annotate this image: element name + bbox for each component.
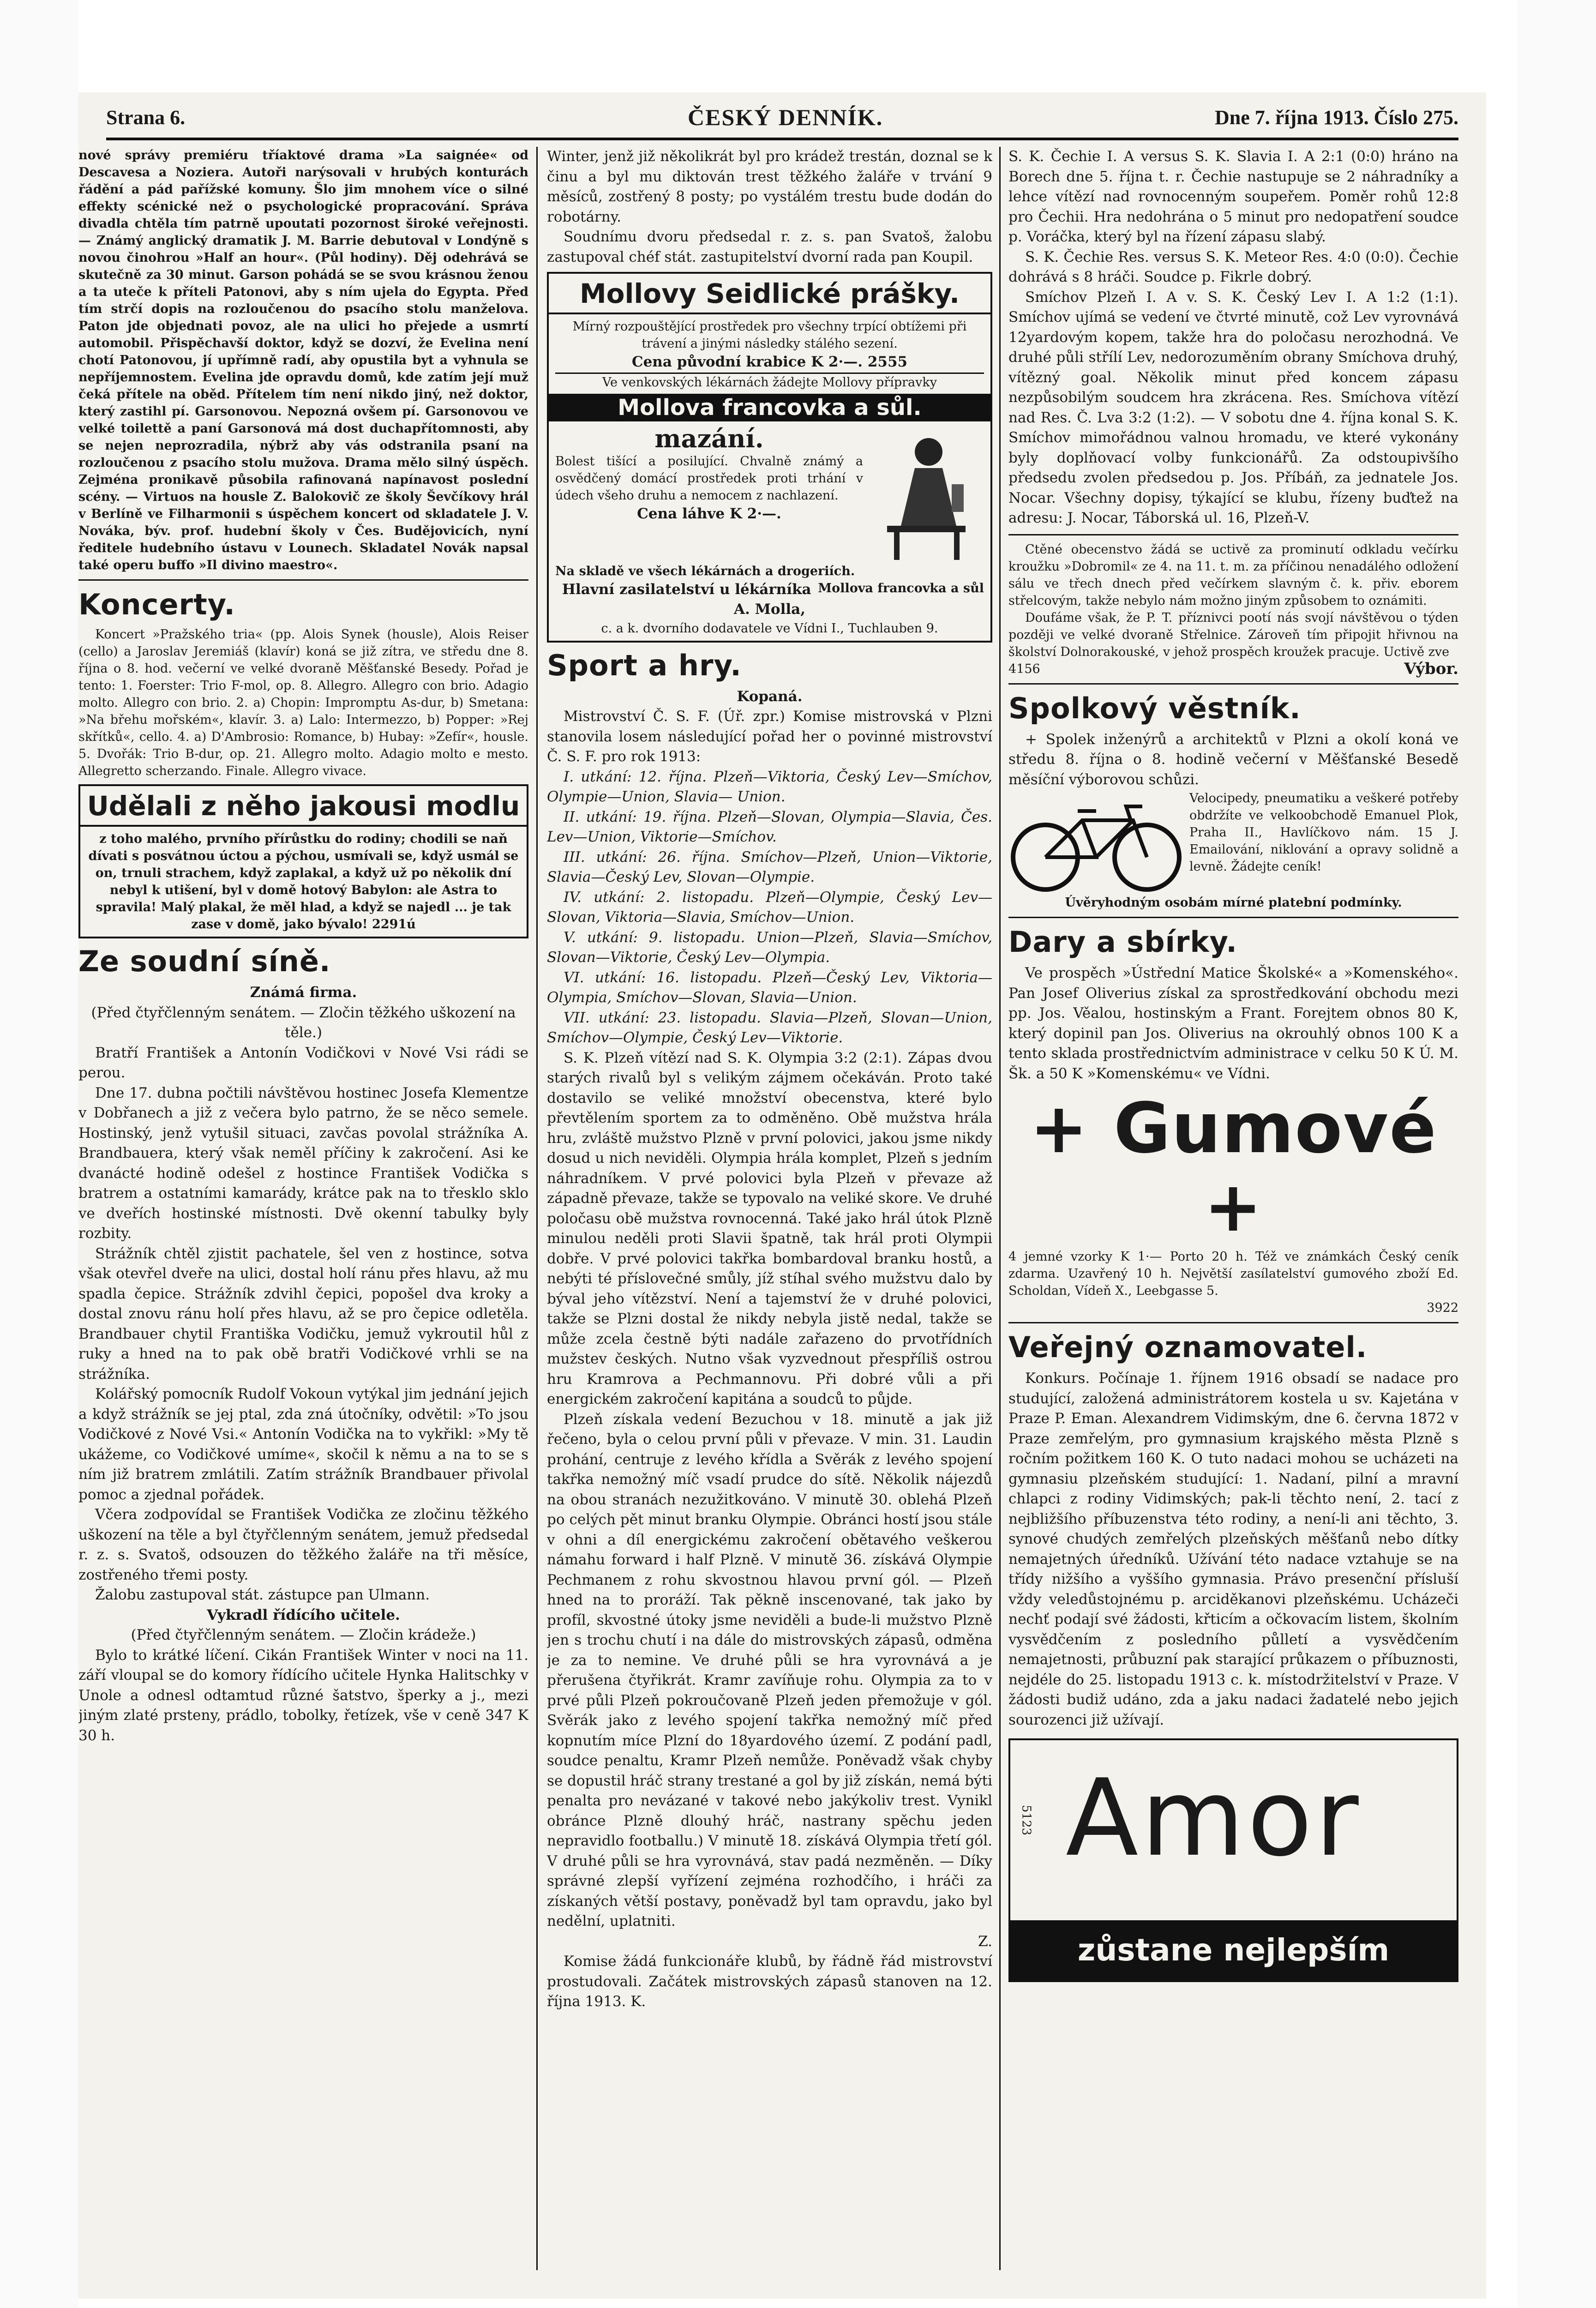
notice: Doufáme však, že P. T. příznivci pootí nás svojí návštěvou o týden později ve velké dvoraně Střelnice. Zároveň tím připojit hřivnou na školství Dolnorakouské, v jehož prospěch kroužek pracuje. Uctivě zve [1008,610,1458,659]
ad-amor-slogan: zůstane nejlepším leštidlem kovů. [1010,1920,1457,1980]
ad-francovka-ship: Hlavní zasilatelství u lékárníka A. Molla, [562,581,811,618]
paragraph: Soudnímu dvoru předsedal r. z. s. pan Svatoš, žalobu zastupoval chéf stát. zastupitelství dvorní rada pan Koupil. [547,228,992,265]
paragraph: Mistrovství Č. S. F. (Úř. zpr.) Komise mistrovská v Plzni stanovila losem následující pořad her o povinné mistrovství Č. S. F. pro rok 1913: [547,708,992,765]
column-3 [1008,147,1458,2284]
left-margin [0,0,78,2308]
sport-subheading: Kopaná. [737,688,803,705]
divider [1008,683,1458,685]
section-heading-sport: Sport a hry. [547,648,742,682]
ad-seidlicke-price: Cena původní krabice K 2·—. 2555 [631,354,908,370]
ad-astra [78,784,528,938]
paragraph: Bratří František a Antonín Vodičkovi v Nové Vsi rádi se perou. [78,1044,528,1081]
ad-astra-text: z toho malého, prvního přírůstku do rodiny; chodili se naň dívati s posvátnou úctou a pýchou, usmívali se, když usmál se on, trnuli strachem, když zaplakal, a když už po několik dní nebyl k utišení, byl v domě hotový Babylon: ale Astra to spravila! Malý plakal, že měl hlad, a když se najedl ... je tak zase v domě, jako bývalo! 2291ú [88,832,519,932]
ad-gumove-title: + Gumové + [1030,1088,1437,1247]
notice: Ctěné obecenstvo žádá se uctivě za prominutí odkladu večírku kroužku »Dobromil« ze 4. na 11. t. m. za příčinou nenadálého odložení sálu ve třech dnech před večírkem slavným č. k. přiv. eborem střelcovým, takže nebylo nám možno jiným způsobem to oznámiti. [1008,542,1458,608]
ad-velocipedy [1008,790,1458,894]
column-rule [536,147,538,2270]
paragraph: Konkurs. Počínaje 1. říjnem 1916 obsadí se nadace pro studující, založená administrátorem kostela u sv. Kajetána v Praze P. Eman. Alexandrem Vidimským, dne 6. června 1872 v Praze zemřelým, pro gymnasium krajského města Plzně s ročním požitkem 160 K. O tuto nadaci mohou se ucházeti na gymnasiu plzeňském studující: 1. Nadaní, pilní a mravní chlapci z rodiny Vidimských; pak-li těchto není, 2. tací z nejbližšího příbuzenstva této rodiny, a není-li ani těchto, 3. synové chudých zemřelých plzeňských měšťanů nebo dítky nemajetných úředníků. Užívání této nadace vztahuje se na třídy nižšího a vyššího gymnasia. Právo presenční přísluší vždy veledůstojnému p. arciděkanovi plzeňskému. Ucházeči nechť podají své žádosti, křticím a očkovacím listem, školním vysvědčením z posledního půlletí a vysvědčením nemajetnosti, průbuzní pak starající průkazem o příbuznosti, nejdéle do 25. listopadu 1913 c. k. místodržitelství v Praze. V žádosti budiž udáno, zda a jaku nadaci žadatelé nebo jejich sourozenci již užívají. [1008,1370,1458,1728]
ad-francovka-addr: c. a k. dvorního dodavatele ve Vídni I., Tuchlauben 9. [601,621,938,636]
match-report: Plzeň získala vedení Bezuchou v 18. minutě a jak již řečeno, byla o celou první půli v převaze. V min. 31. Laudin prohání, centruje z levého křídla a Svěrák z levého spojení takřka nemožný míč vsadí prudce do sítě. Několik nájezdů na obou stranách nezužitkováno. V minutě 30. oblehá Plzeň po celých pět minut branku Olympie. Obránci hostí jsou stále v ohni a díl energickému zakročení obětavého veškerou námahu forward i half Plzně. V minutě 36. získává Olympie Pechmanem z rohu skvostnou hlavou první gól. — Plzeň hned na to proráží. Tak pěkně inscenované, tak jako by profíl, skvostné útoky jsme neviděli a bude-li mužstvo Plzně jen s trochu chutí i na dále do mistrovských zápasů, odměna je za to nemine. Ve druhé půli se hra vyrovnává a je přerušena čtyřikrát. Kramr zavíňuje rohu. Olympia za to v prvé půli Plzeň pokroučovaně Plzeň jeden přemožuje v gól. Svěrák jako z levého spojení takřka nemožný míč před kopnutím míce Plzní do 18yardového území. Z podání padl, soudce penaltu, Kramr Plzeň nemůže. Poněvadž však chyby se dopustil hráč strany trestané a gol by již získán, nemá býti penalta pro nevázané v takové nebo jakýkoliv trest. Vynikl obránce Plzně dlouhý hráč, nastrany spěchu jeden nepravidlo footballu.) V minutě 18. získává Olympia třetí gól. V druhé půli se hra vyrovnává, stav padá nezměněn. — Díky správné zlepší vyřízení zejména rozhodčího, i hráči za získaných větší postavy, poněvadž byl tam opravdu, jako byl nedělní, uplatniti. [547,1411,992,1929]
divider [1008,534,1458,535]
right-margin [1518,0,1596,2308]
fixture-round: III. utkání: 26. října. Smíchov—Plzeň, Union—Viktorie, Slavia—Český Lev, Slovan—Olympie. [547,848,992,885]
fixture-round: VI. utkání: 16. listopadu. Plzeň—Český Lev, Viktoria—Olympia, Smíchov—Slovan, Slavia—Union. [547,969,992,1006]
section-heading-koncerty: Koncerty. [78,588,235,621]
masthead: ČESKÝ DENNÍK. [688,104,883,130]
fixture-round: IV. utkání: 2. listopadu. Plzeň—Olympie, Český Lev—Slovan, Viktoria—Slavia, Smíchov—Union. [547,889,992,926]
paragraph: Žalobu zastupoval stát. zástupce pan Ulmann. [95,1587,430,1603]
section-heading-verejny: Veřejný oznamovatel. [1008,1330,1368,1364]
paragraph: Kolářský pomocník Rudolf Vokoun vytýkal jim jednání jejich a když strážník se jej ptal, zda zná útočníky, odvětil: »To jsou Vodičkové z Nové Vsi.« Antonín Vodička na to vykřikl: »My tě ukážeme, co Vodičkové umíme«, skočil k němu a na to se s ním již bratrem zmlátili. Zatím strážník Brandbauer přivolal pomoc a zjednal pořádek. [78,1386,528,1503]
bicycle-icon [1008,793,1184,894]
paragraph: Winter, jenž již několikrát byl pro krádež trestán, doznal se k činu a byl mu diktován trest těžkého žaláře v trvání 9 měsíců, zostřený 8 posty; po vystálém trestu bude dodán do robotárny. [547,148,992,225]
ad-seidlicke-title: Mollovy Seidlické prášky. [549,277,990,314]
paragraph: Strážník chtěl zjistit pachatele, šel ven z hostince, sotva však otevřel dveře na ulici, dostal holí ránu přes hlavu, až mu spadla čepice. Strážník zdvihl čepici, popošel dva kroky a dostal znovu ránu holí přes hlavu, až se pro čepice odletěla. Brandbauer chytil Františka Vodičku, jemuž vykroutil hůl z ruky a hned na to pak obě bratři Vodičkové vrhli se na strážníka. [78,1245,528,1382]
ad-velocipedy-text: Velocipedy, pneumatiku a veškeré potřeby obdržíte ve velkoobchodě Emanuel Plok, Praha II., Havlíčkovo nám. 15 J. Emailování, niklování a opravy solidně a levně. Žádejte ceník! [1189,791,1458,874]
woman-figure-icon [869,424,984,563]
ad-seidlicke-text: Mírný rozpouštějící prostředek pro všechny trpící obtížemi při trávení a jinými následky stálého sezení. [572,319,967,351]
column-rule [999,147,1001,2270]
paragraph: Dne 17. dubna počtili návštěvou hostinec Josefa Klementze v Dobřanech a již z večera bylo patrno, že se něco semele. Hostinský, jenž vytušil situaci, zavčas povolal strážníka A. Brandbauera, který však neměl příčiny k zakročení. Asi ke dvanácté hodině odešel z hostince František Vodička s bratrem a ostatními kamarády, krátce pak na to třesklo sklo ve dveřích hostinské místnosti. Dvě okenní tabulky byly rozbity. [78,1084,528,1242]
issue-date: Dne 7. října 1913. Číslo 275. [1215,106,1458,129]
ad-amor [1008,1738,1458,2028]
divider [78,579,528,581]
match-report: S. K. Plzeň vítězí nad S. K. Olympia 3:2 (2:1). Zápas dvou starých rivalů byl s velikým zájmem očekáván. Proto také dostavilo se veliké množství obecenstva, které bylo převtělením sportem za to odměněno. Obě mužstva hrála hru, zvláště mužstvo Plzně v první polovici, jakou jsme nikdy dosud u nich neviděli. Olympia hrála komplet, Plzeň s jedním náhradníkem. V prvé polovici byla Plzeň v převaze až západně převaze, takže se typovalo na veliké skore. Ve druhé poločasu obě mužstva rovnocenná. Také jako hrál útok Plzně minulou neděli proti Slavii špatně, tak hrál proti Olympii dobře. V prvé polovici takřka bombardoval branku hostů, a nebýti té příslovečné smůly, jíž stíhal svého mužstvu dalo by býval jeho vítězství. Není a tajemství že v druhé polovici, takže se Plzni dostal že nikdy nebyla jistě nedal, takže se může zcela čestně býti nadále zařazeno do prvotřídních mužstev českých. Nutno však vyzvednout přespříliš ostrou hru Kramrova a Pechmannovu. Při dobré vůli a při energickém zakročení kapitána a soudců to půjde. [547,1049,992,1407]
section-heading-spolky: Spolkový věstník. [1008,691,1301,725]
ad-astra-title: Udělali z něho jakousi modlu [80,790,527,827]
ad-francovka-big: mazání. [654,423,764,453]
paragraph: Včera zodpovídal se František Vodička ze zločinu těžkého uškození na těle a byl čtyřčlenným senátem, jemuž předsedal r. z. s. Svatoš, odsouzen do těžkého žaláře na tři měsíce, zostřeného třemi posty. [78,1506,528,1583]
signature: Z. [978,1933,992,1950]
section-heading-soud: Ze soudní síně. [78,944,331,978]
page-number: Strana 6. [106,106,186,129]
column-2 [547,147,992,2284]
ad-velocipedy-footer: Úvěryhodným osobám mírné platební podmínky. [1065,896,1402,910]
article-koncerty: Koncert »Pražského tria« (pp. Alois Synek (housle), Alois Reiser (cello) a Jaroslav Jeremiáš (klavír) koná se již zítra, ve středu dne 8. října o 8. hod. večerní ve velké dvoraně Měšťanské Besedy. Pořad je tento: 1. Foerster: Trio F-mol, op. 8. Allegro. Allegro con brio. Adagio molto. Allegro con brio. 2. a) Chopin: Impromptu As-dur, b) Smetana: »Na břehu mořském«, klavír. 3. a) Lalo: Intermezzo, b) Popper: »Rej skřítků«, cello. 4. a) D'Ambrosio: Romance, b) Hubay: »Zefír«, housle. 5. Dvořák: Trio B-dur, op. 21. Allegro molto. Adagio molto e mesto. Allegretto scherzando. Finale. Allegro vivace. [78,627,528,778]
ad-amor-code: 5123 [1019,1805,1033,1836]
case-subtitle: (Před čtyřčlenným senátem. — Zločin těžkého uškození na těle.) [91,1004,516,1041]
case-title: Známá firma. [250,984,357,1001]
match-report: S. K. Čechie Res. versus S. K. Meteor Res. 4:0 (0:0). Čechie dohrává s 8 hráči. Soudce p. Fikrle dobrý. [1008,248,1458,285]
paragraph: Komise žádá funkcionáře klubů, by řádně řád mistrovství prostudovali. Začátek mistrovských zápasů stanoven na 12. října 1913. K. [547,1953,992,2010]
ad-francovka-body [555,424,984,563]
fixture-round: II. utkání: 19. října. Plzeň—Slovan, Olympia—Slavia, Čes. Lev—Union, Viktorie—Smíchov. [547,808,992,845]
ad-francovka-text: Bolest tišící a posilující. Chvalně známý a osvědčený domácí prostředek proti trhání v údech všeho druhu a nemocem z nachlazení. [555,454,863,503]
fixture-round: V. utkání: 9. listopadu. Union—Plzeň, Slavia—Smíchov, Slovan—Viktorie, Český Lev—Olympia. [547,929,992,966]
paragraph: Ve prospěch »Ústřední Matice Školské« a »Komenského«. Pan Josef Oliverius získal za sprostředkování obchodu mezi pp. Jos. Věalou, hostinským a Frant. Forejtem obnos 80 K, který dopinil pan Jos. Oliverius na okrouhlý obnos 100 K a tento sklada prostřednictvím administrace v celku 50 K Ú. M. Šk. a 50 K »Komenskému« ve Vídni. [1008,965,1458,1082]
ad-seidlicke [547,272,992,643]
ad-francovka-title: Mollova francovka a sůl. [549,394,990,421]
ad-seidlicke-note: Ve venkovských lékárnách žádejte Mollovy přípravky [555,373,984,391]
case-title: Vykradl řídícího učitele. [207,1606,400,1623]
notice-footer: 4156 Výbor. [1008,659,1458,678]
divider [1008,1322,1458,1323]
case-subtitle: (Před čtyřčlenným senátem. — Zločin krádeže.) [131,1627,476,1643]
ad-francovka-stock: Na skladě ve všech lékárnách a drogeriích. Mollova francovka a sůl [555,564,984,595]
fixture-round: VII. utkání: 23. listopadu. Slavia—Plzeň, Slovan—Union, Smíchov—Olympie, Český Lev—Viktorie. [547,1009,992,1046]
match-report: S. K. Čechie I. A versus S. K. Slavia I. A 2:1 (0:0) hráno na Borech dne 5. října t. r. Čechie nastupuje se 2 náhradníky a lehce vítězí nad rovnocenným soupeřem. Poměr rohů 12:8 pro Čechii. Hra nedohrána o 5 minut pro nedopatření soudce p. Voráčka, který byl na řízení zápasu slabý. [1008,148,1458,245]
column-1 [78,147,528,2284]
paragraph: + Spolek inženýrů a architektů v Plzni a okolí koná ve středu 8. října o 8. hodině večerní v Měšťanské Besedě měsíční výborovou schůzi. [1008,731,1458,788]
paragraph: Bylo to krátké líčení. Cikán František Winter v noci na 11. září vloupal se do komory řídícího učitele Hynka Halitschky v Unole a odnesl odtamtud různé šatstvo, šperky a j., mezi jiným zlaté prsteny, prádlo, tobolky, řetízek, vše v ceně 347 K 30 h. [78,1647,528,1744]
article-theatre: nové správy premiéru tříaktové drama »La saignée« od Descavesa a Noziera. Autoři narýsovali v hrubých konturách řádění a pád pařížské komuny. Šlo jim mnohem více o silné effekty scénické než o psychologické propracování. Správa divadla chtěla tím patrně upoutati pozornost široké veřejnosti. — Známý anglický dramatik J. M. Barrie debutoval v Londýně s novou činohrou »Half an hour«. (Půl hodiny). Děj odehrává se skutečně za 30 minut. Garson pohádá se se svou krásnou ženou a ta uteče k příteli Patonovi, aby s ním ujela do Egypta. Před tím strčí dopis na rozloučenou do psacího stolu manželova. Paton jde objednati povoz, ale na ulici ho přejede a usmrtí automobil. Přispěchavší doktor, když se dozví, že Evelina není chotí Patonovou, jí upřímně radí, aby opustila byt a vyhnula se nepříjemnostem. Evelina jde opravdu domů, kde zatím její muž čeká přítele na oběd. Přítelem tím není nikdo jiný, než doktor, který zastihl pí. Garsonovou. Nepozná ovšem pí. Garsonovou ve velké toilettě a paní Garsonová má dost duchapřítomnosti, aby se nejen neprozradila, nýbrž aby vás odstranila psaní na rozloučenou z psacího stolu mužova. Drama mělo silný úspěch. Zejména pronikavě působila rafinovaná napínavost poslední scény. — Virtuos na housle Z. Balokovič ze školy Ševčíkovy hrál v Berlíně ve Filharmonii s úspěchem koncert od skladatele J. V. Nováka, býv. prof. hudební školy v Čes. Budějovicích, nyní ředitele hudebního ústavu v Lounech. Skladatel Novák napsal také operu buffo »Il divino maestro«. [78,148,528,572]
fixture-round: I. utkání: 12. října. Plzeň—Viktoria, Český Lev—Smíchov, Olympie—Union, Slavia— Union. [547,768,992,805]
page-header [106,99,1458,136]
divider [1008,917,1458,918]
match-report: Smíchov Plzeň I. A v. S. K. Český Lev I. A 1:2 (1:1). Smíchov ujímá se vedení ve čtvrté minutě, což Lev vyrovnává 12yardovým kopem, takže hra do poločasu nerozhodná. Ve druhé půli střílí Lev, nedorozuměním obrany Smíchova druhý, vítězný goal. Několik minut před koncem zápasu nezpůsobilým soudcem hra zkrácena. Res. Smíchova vítězí nad Res. Č. Lva 3:2 (1:2). — V sobotu dne 4. října konal S. K. Smíchov mimořádnou valnou hromadu, ve které vykonány byly doplňovací volby funkcionářů. Za odstoupivšího předsedu zvolen předsedou p. Jos. Příbáň, za jednatele Jos. Nocar. Všechny dopisy, týkající se klubu, řízeny buďtež na adresu: J. Nocar, Táborská ul. 16, Plzeň-V. [1008,288,1458,526]
section-heading-dary: Dary a sbírky. [1008,925,1237,959]
ad-gumove-text: 4 jemné vzorky K 1·— Porto 20 h. Též ve známkách Český ceník zdarma. Uzavřený 10 h. Největší zasílatelství gumového zboží Ed. Scholdan, Vídeň X., Leebgasse 5. [1008,1250,1458,1298]
ad-gumove-code: 3922 [1427,1301,1458,1315]
ad-amor-logo: Amor [1066,1757,1362,1880]
ad-francovka-price: Cena láhve K 2·—. [637,505,781,522]
header-rule [106,138,1458,140]
